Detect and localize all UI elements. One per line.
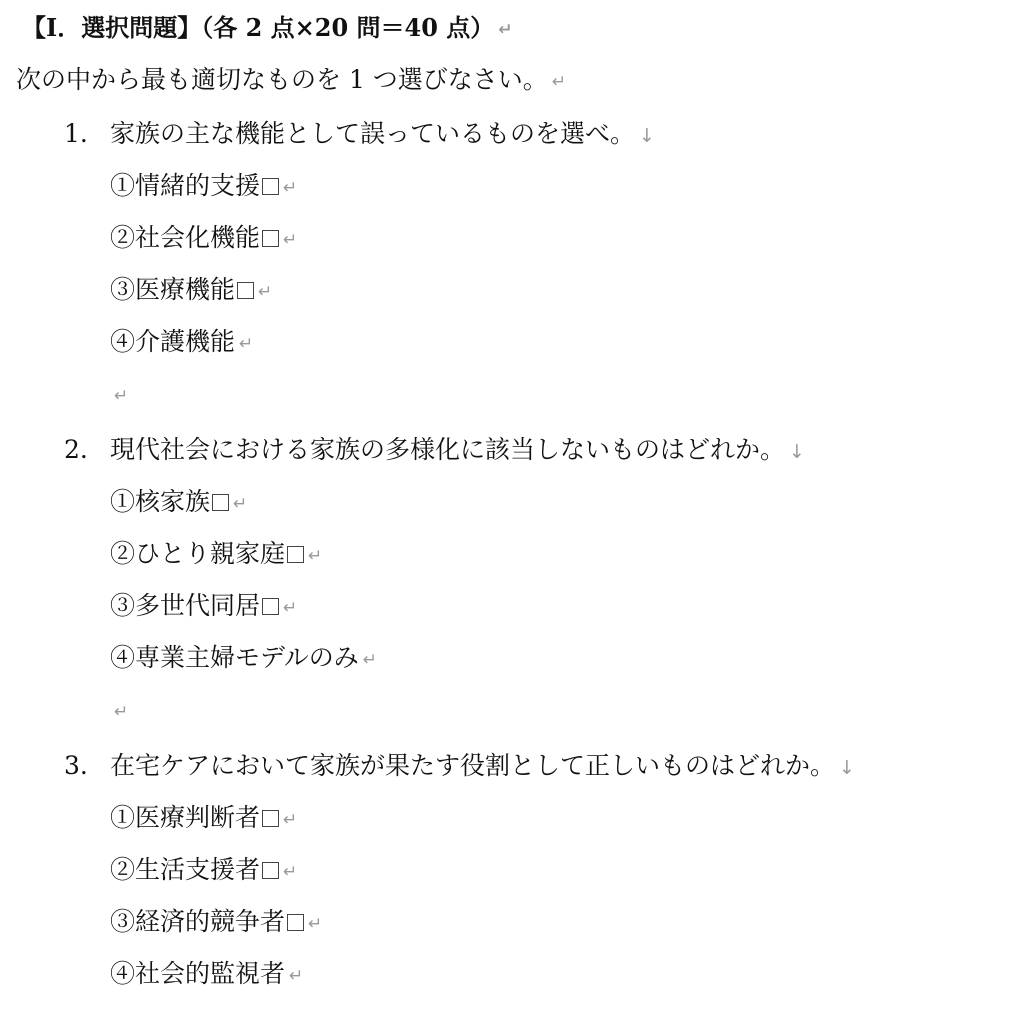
section-title: 【Ⅰ．選択問題】 <box>22 13 202 42</box>
option-2-2[interactable] <box>110 532 322 576</box>
answer-checkbox[interactable] <box>287 914 304 931</box>
paragraph-mark: ↵ <box>308 546 323 566</box>
section-points: （各 2 点×20 問＝40 点） <box>201 13 495 42</box>
answer-checkbox[interactable] <box>237 282 254 299</box>
option-label: ②ひとり親家庭 <box>110 539 286 568</box>
option-label: ③経済的競争者 <box>110 907 286 936</box>
option-2-4[interactable] <box>110 636 377 680</box>
option-label: ④専業主婦モデルのみ <box>110 643 359 672</box>
paragraph-mark: ↵ <box>498 20 513 40</box>
option-3-4[interactable] <box>110 952 303 996</box>
option-label: ①情緒的支援 <box>110 171 261 200</box>
question-text-label: 現代社会における家族の多様化に該当しないものはどれか。 <box>110 435 786 464</box>
option-2-1[interactable] <box>110 480 247 524</box>
blank-line <box>110 688 128 732</box>
paragraph-mark: ↵ <box>551 72 567 92</box>
option-2-3[interactable] <box>110 584 297 628</box>
question-1 <box>0 112 1018 156</box>
option-3-2[interactable] <box>110 848 297 892</box>
paragraph-mark: ↵ <box>308 914 323 934</box>
instruction-label: 次の中から最も適切なものを 1 つ選びなさい。 <box>16 65 548 94</box>
paragraph-mark: ↵ <box>283 230 298 250</box>
option-label: ③多世代同居 <box>110 591 261 620</box>
line-break-mark: ↓ <box>839 757 855 779</box>
answer-checkbox[interactable] <box>262 598 279 615</box>
answer-checkbox[interactable] <box>262 230 279 247</box>
paragraph-mark: ↵ <box>233 494 248 514</box>
question-2 <box>0 428 1018 472</box>
question-text-label: 家族の主な機能として誤っているものを選べ。 <box>110 119 636 148</box>
paragraph-mark: ↵ <box>283 598 298 618</box>
paragraph-mark: ↵ <box>239 334 254 354</box>
option-label: ①核家族 <box>110 487 211 516</box>
blank-line <box>110 372 128 416</box>
option-label: ②生活支援者 <box>110 855 261 884</box>
option-3-1[interactable] <box>110 796 297 840</box>
option-label: ①医療判断者 <box>110 803 261 832</box>
paragraph-mark: ↵ <box>289 966 304 986</box>
option-label: ④介護機能 <box>110 327 236 356</box>
paragraph-mark: ↵ <box>283 810 298 830</box>
option-3-3[interactable] <box>110 900 322 944</box>
question-text <box>110 744 855 790</box>
option-1-3[interactable] <box>110 268 272 312</box>
answer-checkbox[interactable] <box>262 178 279 195</box>
option-label: ②社会化機能 <box>110 223 261 252</box>
question-text-label: 在宅ケアにおいて家族が果たす役割として正しいものはどれか。 <box>110 751 836 780</box>
answer-checkbox[interactable] <box>287 546 304 563</box>
option-label: ④社会的監視者 <box>110 959 286 988</box>
paragraph-mark: ↵ <box>283 178 298 198</box>
question-number: 3. <box>64 751 88 780</box>
option-label: ③医療機能 <box>110 275 236 304</box>
section-heading <box>22 6 513 50</box>
answer-checkbox[interactable] <box>262 862 279 879</box>
answer-checkbox[interactable] <box>212 494 229 511</box>
paragraph-mark: ↵ <box>283 862 298 882</box>
line-break-mark: ↓ <box>789 441 805 463</box>
instruction-text <box>16 58 566 102</box>
paragraph-mark: ↵ <box>114 386 129 406</box>
option-1-2[interactable] <box>110 216 297 260</box>
question-number: 1. <box>64 119 88 148</box>
option-1-4[interactable] <box>110 320 253 364</box>
paragraph-mark: ↵ <box>362 650 378 670</box>
question-3 <box>0 744 1018 788</box>
question-number: 2. <box>64 435 88 464</box>
paragraph-mark: ↵ <box>114 702 129 722</box>
option-1-1[interactable] <box>110 164 297 208</box>
answer-checkbox[interactable] <box>262 810 279 827</box>
question-text <box>110 112 655 158</box>
line-break-mark: ↓ <box>639 125 655 147</box>
paragraph-mark: ↵ <box>258 282 273 302</box>
question-text <box>110 428 805 474</box>
